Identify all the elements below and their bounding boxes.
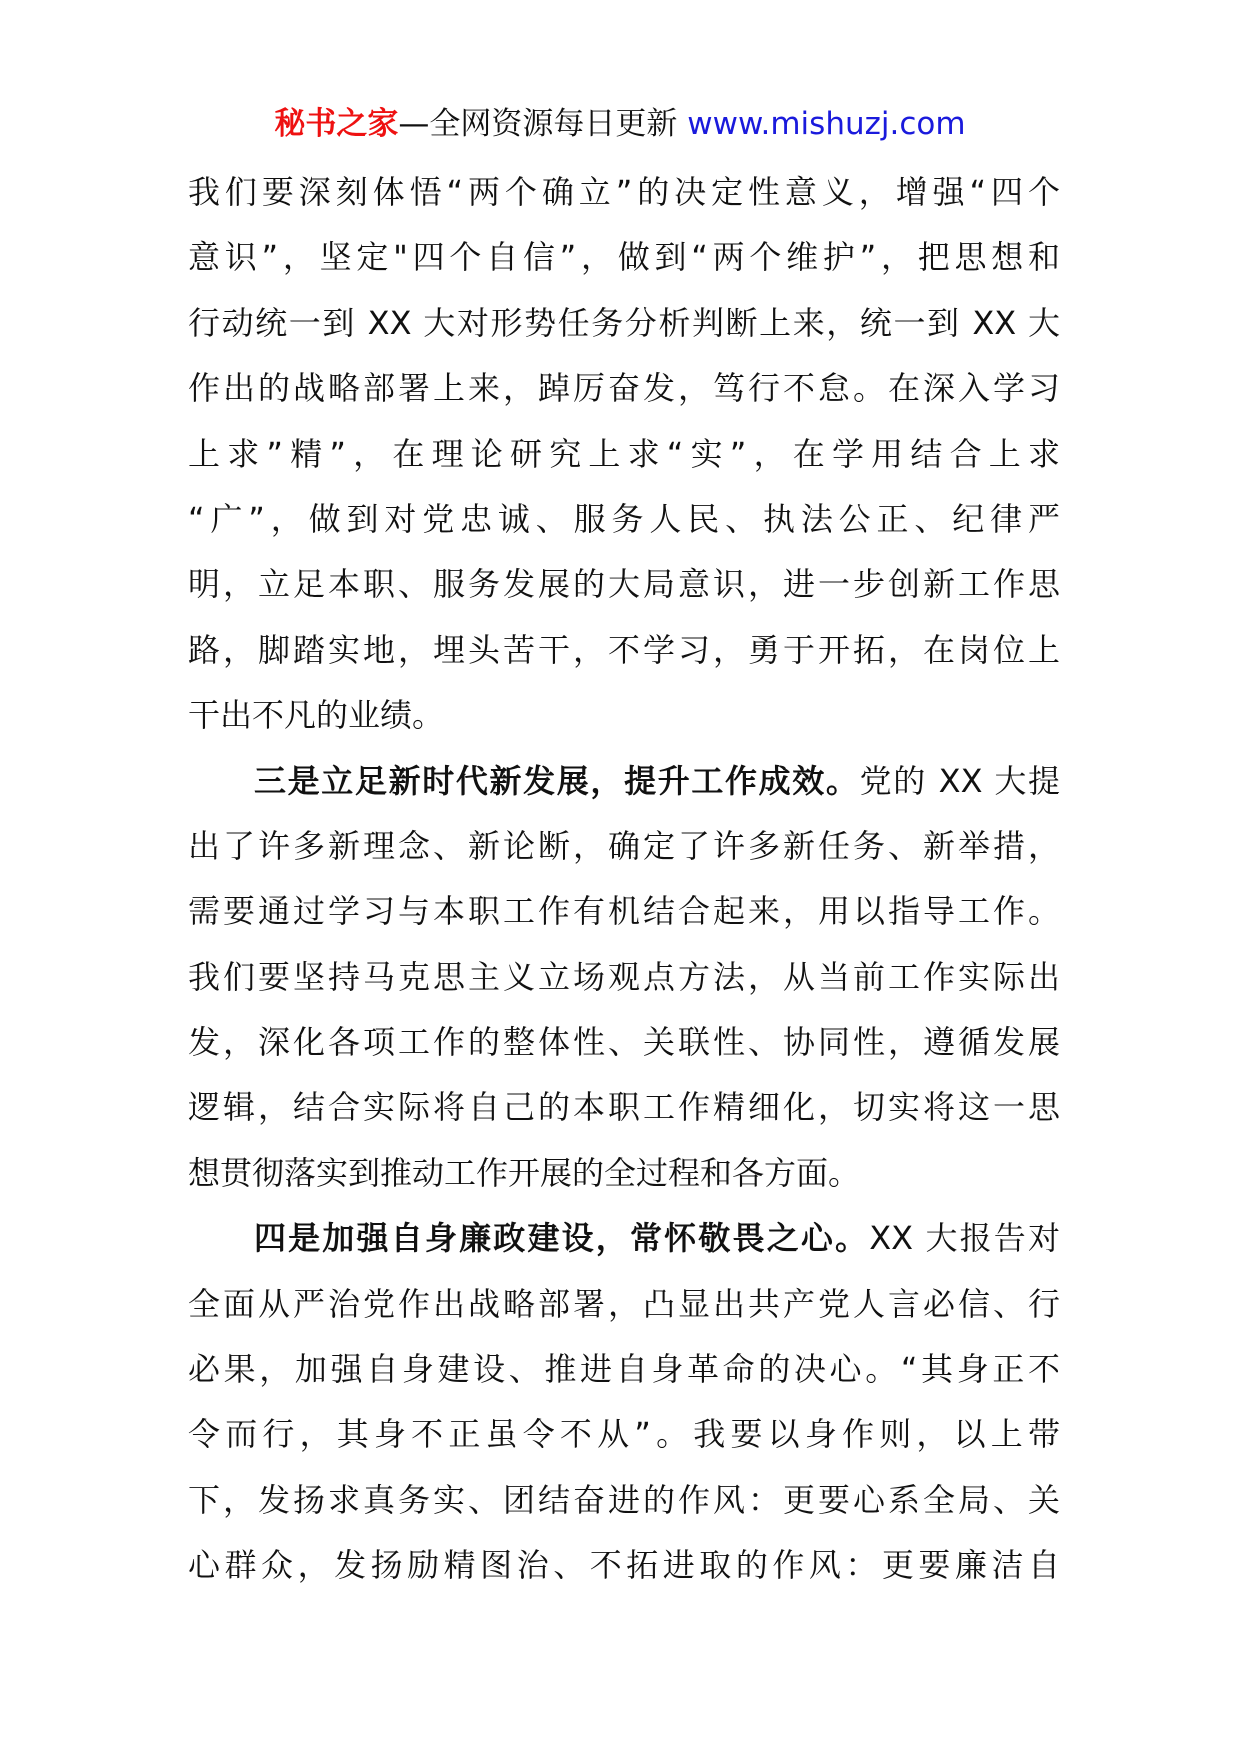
section-lead-rest: XX 大报告对 — [869, 1219, 1060, 1258]
text-line: “广”，做到对党忠诚、服务人民、执法公正、纪律严 — [188, 499, 1060, 538]
section-lead-rest: 党的 XX 大提 — [859, 761, 1060, 800]
section-heading-line — [188, 749, 1060, 814]
document-body — [188, 160, 1060, 1599]
text-line: 意识”，坚定"四个自信”，做到“两个维护”，把思想和 — [188, 238, 1060, 277]
section-lead: 四是加强自身廉政建设，常怀敬畏之心。 — [254, 1219, 870, 1258]
text-line: 想贯彻落实到推动工作开展的全过程和各方面。 — [188, 1153, 861, 1192]
text-line: 明，立足本职、服务发展的大局意识，进一步创新工作思 — [188, 565, 1060, 604]
text-line: 上求”精”，在理论研究上求“实”，在学用结合上求 — [188, 434, 1060, 473]
text-line: 行动统一到 XX 大对形势任务分析判断上来，统一到 XX 大 — [188, 303, 1060, 342]
text-line: 作出的战略部署上来，踔厉奋发，笃行不怠。在深入学习 — [188, 369, 1060, 408]
website-url: www.mishuzj.com — [687, 106, 966, 142]
text-line: 发，深化各项工作的整体性、关联性、协同性，遵循发展 — [188, 1023, 1060, 1062]
text-line: 我们要深刻体悟“两个确立”的决定性意义，增强“四个 — [188, 173, 1060, 211]
text-line: 下，发扬求真务实、团结奋进的作风：更要心系全局、关 — [188, 1480, 1060, 1519]
text-line: 令而行，其身不正虽令不从”。我要以身作则，以上带 — [188, 1415, 1060, 1454]
text-line: 全面从严治党作出战略部署，凸显出共产党人言必信、行 — [188, 1284, 1060, 1323]
page-header — [0, 98, 1240, 150]
text-line: 我们要坚持马克思主义立场观点方法，从当前工作实际出 — [188, 957, 1060, 996]
text-line: 路，脚踏实地，埋头苦干，不学习，勇于开拓，在岗位上 — [188, 630, 1060, 669]
brand-name: 秘书之家 — [274, 106, 399, 142]
text-line: 逻辑，结合实际将自己的本职工作精细化，切实将这一思 — [188, 1088, 1060, 1127]
text-line: 需要通过学习与本职工作有机结合起来，用以指导工作。 — [188, 892, 1060, 931]
header-tagline: —全网资源每日更新 — [398, 106, 688, 142]
section-heading-line — [188, 1206, 1060, 1271]
section-lead: 三是立足新时代新发展，提升工作成效。 — [254, 761, 860, 800]
text-line: 出了许多新理念、新论断，确定了许多新任务、新举措， — [188, 826, 1060, 865]
text-line: 干出不凡的业绩。 — [188, 696, 445, 735]
text-line: 必果，加强自身建设、推进自身革命的决心。“其身正不 — [188, 1350, 1060, 1389]
text-line: 心群众，发扬励精图治、不拓进取的作风：更要廉洁自 — [188, 1546, 1060, 1585]
